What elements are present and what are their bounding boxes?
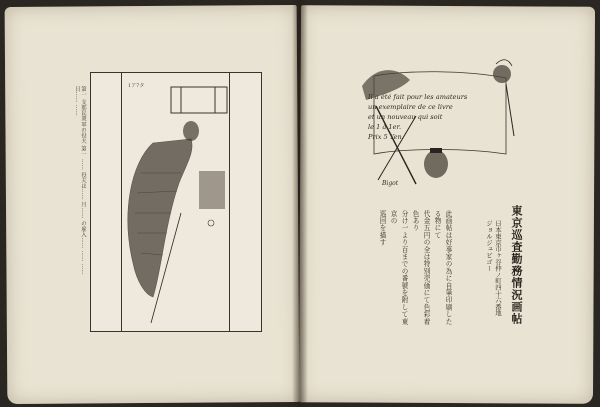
colophon-text [376, 210, 453, 330]
plate-note: 1ア7タ [128, 83, 145, 89]
inscription-line-4: le 1 à 1er. [368, 123, 402, 131]
book-title: 東京巡査勤務情況画帖 [510, 205, 523, 325]
inscription-line-1: Il a été fait pour les amateurs [368, 93, 468, 101]
book-gutter [292, 0, 308, 407]
publisher-address: 日本東京市ヶ谷仲ノ町四十六番地 [494, 220, 502, 316]
illustration-plate [90, 72, 262, 332]
colophon-line-3: 分け一より百までの番號を附して東京の [389, 210, 408, 326]
vignette-inscription [368, 92, 518, 142]
plate-caption: 第一 支那民衆軍の役夫 第一 …… 役夫は…… 月…… の雇入…… …… …… 日…… …… [73, 86, 86, 275]
publisher-info [484, 220, 502, 350]
colophon-line-2: 代金五円の全は特別売価にて色彩着色あり [411, 210, 430, 326]
inscription-line-5: Prix 5 Yen. [368, 133, 404, 141]
artist-signature: Bigot [382, 180, 399, 187]
colophon-line-4: 巡回を描す [378, 210, 386, 246]
publisher-name: ジョルジュビゴー [485, 220, 493, 272]
colophon-line-1: 此画帖は好事家の為に自筆印刷したる物にて [433, 210, 452, 326]
sleeping-guard-illustration [91, 73, 261, 331]
inscription-line-3: et un nouveau qui soit [368, 113, 443, 121]
inscription-line-2: un exemplaire de ce livre [368, 103, 453, 111]
